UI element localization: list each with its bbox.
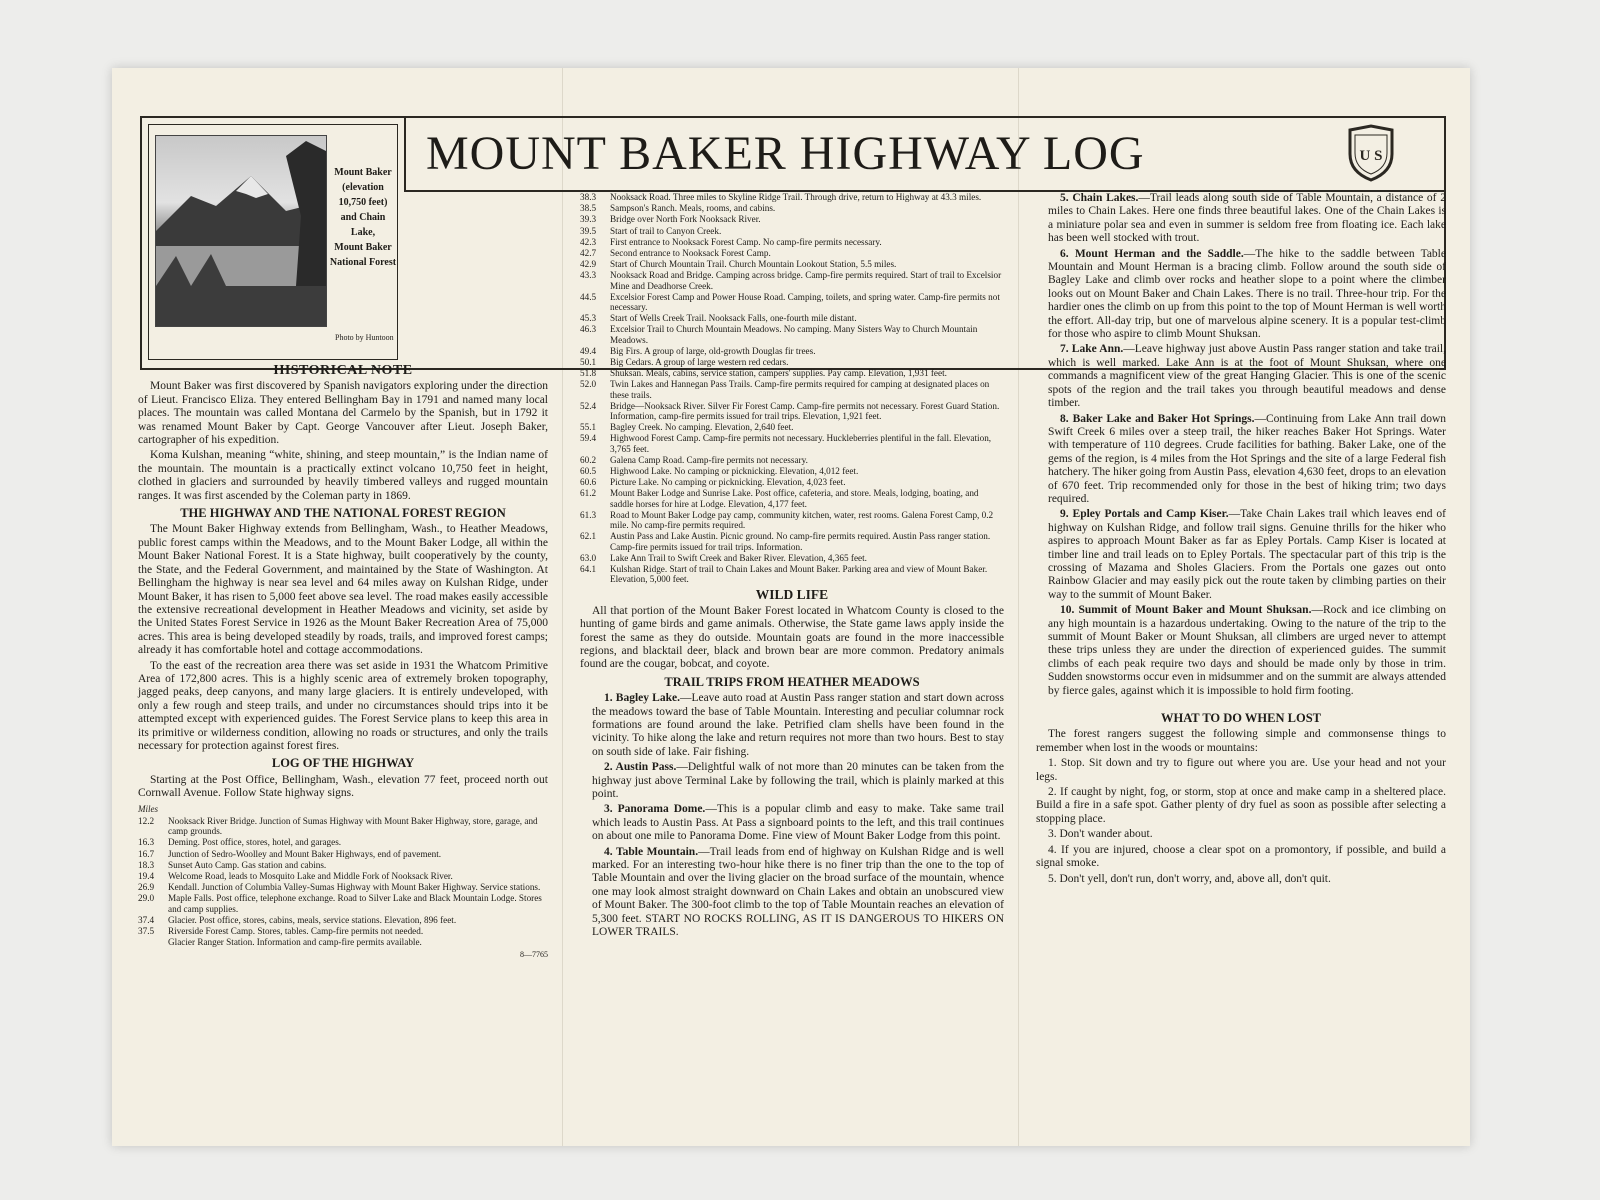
log-entry [138, 816, 548, 836]
log-text: Start of Church Mountain Trail. Church Mountain Lookout Station, 5.5 miles. [610, 259, 897, 270]
log-mile: 16.3 [138, 837, 155, 848]
trip-name: 10. Summit of Mount Baker and Mount Shuksan. [1060, 604, 1312, 617]
trail-trip [1036, 248, 1446, 342]
log-entry [580, 248, 1004, 258]
log-text: Picture Lake. No camping or picknicking. Elevation, 4,023 feet. [610, 477, 846, 488]
log-text: Galena Camp Road. Camp-fire permits not necessary. [610, 454, 808, 465]
trip-text: —Continuing from Lake Ann trail down Swift Creek 6 miles over a steep trail, the hiker reaches Baker Hot Springs. Water with temperature of 110 degrees. Crude facilities for bathing. Baker Lake, one of the gems of the region, is 4 miles from the Hot Springs and the site of a large Federal fish hatchery. The hiker going from Austin Pass, elevation 4,630 feet, drops to an elevation of 670 feet. Trip recommended only for those in the best of hiking trim; two days required. [1048, 412, 1446, 505]
right-column [1036, 192, 1446, 888]
log-text: Mount Baker Lodge and Sunrise Lake. Post office, cafeteria, and store. Meals, lodging, boating, and saddle horses for hire at Lodge. Elevation, 4,177 feet. [610, 488, 979, 509]
log-entry [138, 849, 548, 859]
caption-line: Mount Baker [334, 167, 392, 178]
log-entry [580, 510, 1004, 530]
log-mile: 26.9 [138, 882, 155, 893]
log-text: Lake Ann Trail to Swift Creek and Baker River. Elevation, 4,365 feet. [610, 552, 867, 563]
lost-heading: WHAT TO DO WHEN LOST [1160, 711, 1321, 726]
log-entry [580, 477, 1004, 487]
log-text: Deming. Post office, stores, hotel, and garages. [168, 837, 342, 848]
log-pamphlet [112, 68, 1470, 1146]
log-mile: 39.3 [580, 214, 597, 225]
print-code: 8—7765 [520, 950, 548, 960]
log-entry [580, 346, 1004, 356]
log-text: Big Firs. A group of large, old-growth Douglas fir trees. [610, 345, 816, 356]
log-text: Glacier. Post office, stores, cabins, meals, service stations. Elevation, 896 feet. [168, 914, 457, 925]
trail-trip [580, 846, 1004, 940]
log-intro: Starting at the Post Office, Bellingham, Wash., elevation 77 feet, proceed north out Cornwall Avenue. Follow State highway signs. [138, 773, 548, 800]
trip-name: 9. Epley Portals and Camp Kiser. [1060, 508, 1229, 521]
trip-name: 1. Bagley Lake. [604, 692, 680, 705]
log-mile: 59.4 [580, 433, 597, 444]
log-mile: 46.3 [580, 324, 597, 335]
log-mile: 42.9 [580, 259, 597, 270]
log-entry [580, 455, 1004, 465]
log-mile: 61.3 [580, 509, 597, 520]
log-mile: 37.4 [138, 914, 155, 925]
trail-trip [1036, 192, 1446, 246]
log-mile [138, 937, 168, 947]
log-entry [580, 466, 1004, 476]
log-mile: 42.7 [580, 248, 597, 259]
log-entry [580, 433, 1004, 453]
log-text: Highwood Forest Camp. Camp-fire permits not necessary. Huckleberries plentiful in the fall. Elevation, 3,765 feet. [610, 433, 992, 454]
log-text: Kendall. Junction of Columbia Valley-Sumas Highway with Mount Baker Highway. Service stations. [168, 882, 541, 893]
log-entry [580, 564, 1004, 584]
log-list-left [138, 816, 548, 947]
lost-tip: 1. Stop. Sit down and try to figure out where you are. Use your head and not your legs. [1036, 757, 1446, 783]
log-entry [580, 203, 1004, 213]
wildlife-para: All that portion of the Mount Baker Forest located in Whatcom County is closed to the hunting of game birds and game animals. Otherwise, the State game laws apply inside the forest the same as they do outside. Mountain goats are found in the more inaccessible regions, and blacktail deer, black and brown bear are more common. Predatory animals found are the cougar, bobcat, and coyote. [580, 604, 1004, 671]
log-entry [580, 324, 1004, 344]
log-mile: 60.6 [580, 477, 597, 488]
trip-text: —Delightful walk of not more than 20 minutes can be taken from the highway just above Terminal Lake by following the trail, which is plainly marked at this point. [592, 761, 1004, 800]
log-text: Nooksack Road and Bridge. Camping across bridge. Camp-fire permits required. Start of trail to Excelsior Mine and Deadhorse Creek. [610, 270, 1002, 291]
trail-trip [1036, 343, 1446, 410]
trip-text: —The hike to the saddle between Table Mountain and Mount Herman is a bracing climb. Follow around the south side of Bagley Lake and climb over rocks and heather slope to a point where the climber looks out on Mount Baker and Chain Lakes. There is no trail. Three-hour trip. For the hardier ones the climb on up from this point to the top of Mount Herman is well worth the effort. All-day trip, but one of marvelous alpine scenery. It is a popular test-climb for those who aspire to climb Mount Shuksan. [1048, 247, 1446, 341]
trip-text: —Trail leads from end of highway on Kulshan Ridge and is well marked. For an interesting two-hour hike there is no finer trip than the one to the top of Table Mountain and over the living glacier on the broad surface of the mountain, whence one may look almost straight downward on Chain Lakes and obtain an unobscured view of Mount Baker. The 300-foot climb to the top of Table Mountain reaches an elevation of 5,300 feet. START NO ROCKS ROLLING, AS IT IS DANGEROUS TO HIKERS ON LOWER TRAILS. [592, 845, 1004, 939]
historical-para: Mount Baker was first discovered by Spanish navigators exploring under the direction of Lieut. Francisco Eliza. They entered Bellingham Bay in 1791 and named many local places. The mountain was called Montana del Carmelo by the Spanish, but in 1792 it was renamed Mount Baker by Capt. George Vancouver after Lieut. Joseph Baker, cartographer of his expedition. [138, 380, 548, 447]
log-mile: 43.3 [580, 270, 597, 281]
trail-trip [580, 761, 1004, 801]
log-text: Twin Lakes and Hannegan Pass Trails. Camp-fire permits required for camping at designated places on these trails. [610, 379, 990, 400]
log-heading: LOG OF THE HIGHWAY [271, 756, 415, 771]
trip-name: 8. Baker Lake and Baker Hot Springs. [1060, 412, 1255, 425]
log-list-middle [580, 192, 1004, 584]
log-entry [138, 860, 548, 870]
forest-service-shield-icon [1346, 124, 1396, 182]
log-mile: 55.1 [580, 422, 597, 433]
trail-trip [580, 692, 1004, 759]
trail-trip [580, 803, 1004, 843]
log-text: Sampson's Ranch. Meals, rooms, and cabins. [610, 203, 776, 214]
log-text: Maple Falls. Post office, telephone exchange. Road to Silver Lake and Black Mountain Lodge. Stores and camp supplies. [168, 893, 542, 914]
trips-list-right [1036, 192, 1446, 698]
log-entry [138, 937, 548, 947]
log-text: Highwood Lake. No camping or picknicking. Elevation, 4,012 feet. [610, 466, 859, 477]
lost-tip: 5. Don't yell, don't run, don't worry, and, above all, don't quit. [1048, 872, 1331, 885]
log-text: Riverside Forest Camp. Stores, tables. Camp-fire permits not needed. [168, 926, 424, 937]
log-mile: 52.0 [580, 379, 597, 390]
log-mile: 51.8 [580, 368, 597, 379]
trips-heading: TRAIL TRIPS FROM HEATHER MEADOWS [664, 674, 920, 689]
trip-name: 7. Lake Ann. [1060, 343, 1124, 356]
log-mile: 62.1 [580, 531, 597, 542]
log-entry [580, 214, 1004, 224]
log-mile: 60.5 [580, 466, 597, 477]
log-entry [580, 488, 1004, 508]
lost-tip: 4. If you are injured, choose a clear spot on a promontory, if possible, and build a signal smoke. [1036, 843, 1446, 870]
log-mile: 38.3 [580, 192, 597, 202]
log-text: Nooksack Road. Three miles to Skyline Ridge Trail. Through drive, return to Highway at 43.3 miles. [610, 192, 982, 202]
log-text: Excelsior Trail to Church Mountain Meadows. No camping. Many Sisters Way to Church Mountain Meadows. [610, 324, 978, 345]
historical-para: Koma Kulshan, meaning “white, shining, and steep mountain,” is the Indian name of the mountain. The mountain is a practically extinct volcano 10,750 feet in height, clothed in glaciers and surrounded by heavily timbered valleys and rugged mountain ranges. It was first ascended by the Coleman party in 1869. [138, 449, 548, 502]
log-text: Austin Pass and Lake Austin. Picnic ground. No camp-fire permits required. Austin Pass ranger station. Camp-fire permits issued for trail trips. Information. [610, 531, 991, 552]
log-entry [580, 401, 1004, 421]
trip-name: 5. Chain Lakes. [1060, 192, 1139, 204]
trips-list-middle [580, 692, 1004, 939]
log-mile: 29.0 [138, 893, 155, 904]
log-mile: 38.5 [580, 203, 597, 214]
caption-line: and Chain Lake, [340, 212, 386, 238]
photo-credit: Photo by Huntoon [335, 333, 394, 342]
lost-tip: 3. Don't wander about. [1048, 828, 1153, 841]
log-text: Junction of Sedro-Woolley and Mount Baker Highways, end of pavement. [168, 848, 442, 859]
log-entry [138, 893, 548, 913]
log-text: Road to Mount Baker Lodge pay camp, community kitchen, water, rest rooms. Galena Forest Camp, 0.2 mile. No camp-fire permits required. [610, 509, 994, 531]
log-text: Excelsior Forest Camp and Power House Road. Camping, toilets, and spring water. Camp-fire permits not necessary. [610, 291, 1000, 313]
log-entry [580, 368, 1004, 378]
log-text: Big Cedars. A group of large western red cedars. [610, 357, 789, 368]
trip-text: —Take Chain Lakes trail which leaves end of highway on Kulshan Ridge, and follow trail signs. Genuine thrills for the hiker who aspires to approach Mount Baker as far as Epley Portals. Camp Kiser is located at timber line and trail leads on to Epley Portals. The spectacular part of this trip is the crossing of Mazama and Sholes Glaciers. From the Portals one gazes out onto Rainbow Glacier and may easily pick out the route taken by climbing parties on their way to the summit of Mount Baker. [1048, 508, 1446, 601]
miles-label: Miles [138, 803, 158, 814]
log-text: Bagley Creek. No camping. Elevation, 2,640 feet. [610, 422, 794, 433]
trip-text: —Leave highway just above Austin Pass ranger station and take trail, which is well marked. Lake Ann is at the foot of Mount Shuksan, where one commands a magnificent view of the great Hanging Glacier. This is one of the scenic spots of the region and the trail takes you through beautiful meadows and dense timber. [1048, 343, 1446, 410]
log-text: Second entrance to Nooksack Forest Camp. [610, 248, 771, 259]
lost-intro: The forest rangers suggest the following simple and commonsense things to remember when lost in the woods or mountains: [1036, 728, 1446, 754]
log-text: Start of Wells Creek Trail. Nooksack Falls, one-fourth mile distant. [610, 313, 857, 324]
photo-caption [329, 165, 397, 270]
highway-heading: THE HIGHWAY AND THE NATIONAL FOREST REGION [180, 506, 506, 521]
log-entry [580, 270, 1004, 290]
log-text: Shuksan. Meals, cabins, service station, campers' supplies. Pay camp. Elevation, 1,931 feet. [610, 368, 947, 379]
log-entry [138, 915, 548, 925]
log-text: Glacier Ranger Station. Information and camp-fire permits available. [168, 937, 422, 948]
trip-text: —Rock and ice climbing on any high mountain is a hazardous undertaking. Owing to the nature of the trip to the summit of Mount Baker or Mount Shuksan, all climbers are urged never to attempt these trips unless they are under the direction of experienced guides. The summit climbs of each peak require two days and should be made only by those in trim. Sudden snowstorms occur even in midsummer and on the summit are always attended by fierce gales, against which it is impossible to hold firm footing. [1048, 604, 1446, 697]
log-entry [580, 357, 1004, 367]
lost-list [1036, 757, 1446, 886]
caption-line: Mount Baker [334, 242, 392, 253]
svg-text:U S: U S [1359, 148, 1383, 164]
photo-box [148, 124, 398, 360]
log-mile: 63.0 [580, 552, 597, 563]
log-mile: 39.5 [580, 225, 597, 236]
wildlife-heading: WILD LIFE [755, 587, 829, 603]
log-text: Kulshan Ridge. Start of trail to Chain Lakes and Mount Baker. Parking area and view of Mount Baker. Elevation, 5,000 feet. [610, 563, 988, 585]
page-title: MOUNT BAKER HIGHWAY LOG [426, 127, 1145, 180]
trip-name: 2. Austin Pass. [604, 761, 677, 774]
log-text: Bridge—Nooksack River. Silver Fir Forest Camp. Camp-fire permits not necessary. Forest Guard Station. Information, camp-fire permits issued for trail trips. Elevation, 1,921 feet. [610, 400, 1000, 422]
caption-line: (elevation 10,750 feet) [338, 182, 388, 208]
highway-para: The Mount Baker Highway extends from Bellingham, Wash., to Heather Meadows, public forest camps within the Meadows, and to the Mount Baker Lodge, all within the Mount Baker National Forest. It is a State highway, built cooperatively by the county, the State, and the Federal Government, and maintained by the State of Washington. At Bellingham the highway is near sea level and 64 miles away on Kulshan Ridge, under Mount Baker, it has risen to 5,000 feet above sea level. The road makes easily accessible the extensive recreational development in Heather Meadows and vicinity, set aside by the United States Forest Service in 1926 as the Mount Baker Recreation Area of 75,000 acres. This area is being developed steadily by roads, trails, and improved forest camps; already it has comfortable hotel and cottage accommodations. [138, 523, 548, 657]
log-mile: 49.4 [580, 345, 597, 356]
log-mile: 18.3 [138, 859, 155, 870]
log-text: Sunset Auto Camp. Gas station and cabins. [168, 859, 327, 870]
log-entry [580, 292, 1004, 312]
log-mile: 16.7 [138, 848, 155, 859]
log-text: Nooksack River Bridge. Junction of Sumas Highway with Mount Baker Highway, store, garage, and camp grounds. [168, 816, 538, 837]
log-mile: 52.4 [580, 400, 597, 411]
middle-column [580, 192, 1004, 941]
trail-trip [1036, 604, 1446, 698]
log-mile: 44.5 [580, 291, 597, 302]
log-text: First entrance to Nooksack Forest Camp. No camp-fire permits necessary. [610, 236, 882, 247]
trail-trip [1036, 508, 1446, 602]
trip-text: —Trail leads along south side of Table Mountain, a distance of 2 miles to Chain Lakes. Here one finds three beautiful lakes. One of the Chain Lakes is a miniature polar sea and even in summer is seldom free from floating ice. Each lake has been well stocked with trout. [1048, 192, 1446, 245]
historical-heading: HISTORICAL NOTE [273, 363, 413, 378]
log-entry [580, 192, 1004, 202]
log-entry [138, 837, 548, 847]
log-mile: 61.2 [580, 488, 597, 499]
title-box [404, 118, 1444, 192]
trip-text: —Leave auto road at Austin Pass ranger station and start down across the meadows toward the base of Table Mountain. Interesting and peculiar columnar rock formations are found around the lake. Petrified clam shells have been found in the vicinity. To hike along the lake and return requires not more than two hours. Best to stay on south side of lake. Fair fishing. [592, 692, 1004, 758]
log-mile: 64.1 [580, 563, 597, 574]
left-column [138, 360, 548, 962]
log-entry [580, 259, 1004, 269]
log-text: Start of trail to Canyon Creek. [610, 225, 722, 236]
log-mile: 42.3 [580, 236, 597, 247]
log-entry [580, 226, 1004, 236]
mount-baker-photo [155, 135, 327, 327]
log-entry [138, 926, 548, 936]
log-mile: 37.5 [138, 926, 155, 937]
caption-line: National Forest [329, 257, 397, 268]
trip-name: 6. Mount Herman and the Saddle. [1060, 247, 1244, 260]
trip-text: —This is a popular climb and easy to make. Take same trail which leads to Austin Pass. At Pass a signboard points to the left, and this trail continues on about one mile to Panorama Dome. Fine view of Mount Baker Lodge from this point. [592, 803, 1005, 843]
log-text: Bridge over North Fork Nooksack River. [610, 214, 761, 225]
log-entry [138, 882, 548, 892]
log-entry [580, 531, 1004, 551]
log-entry [138, 871, 548, 881]
log-mile: 12.2 [138, 816, 155, 826]
log-mile: 19.4 [138, 871, 155, 882]
log-mile: 45.3 [580, 313, 597, 324]
log-entry [580, 553, 1004, 563]
trail-trip [1036, 413, 1446, 507]
highway-para: To the east of the recreation area there was set aside in 1931 the Whatcom Primitive Area of 172,800 acres. This is a highly scenic area of extremely broken topography, jagged peaks, deep canyons, and many large glaciers. It is entirely undeveloped, with only a few rough and steep trails, and under no circumstances should trips into it be attempted except with experienced guides. The Forest Service plans to keep this area in its primitive or wilderness condition, allowing no roads or structures, and only the trails necessary for protection against forest fires. [138, 659, 548, 752]
log-text: Welcome Road, leads to Mosquito Lake and Middle Fork of Nooksack River. [168, 871, 453, 882]
log-entry [580, 313, 1004, 323]
log-mile: 50.1 [580, 357, 597, 368]
lost-tip: 2. If caught by night, fog, or storm, stop at once and make camp in a sheltered place. Build a fire in a safe spot. Gather plenty of dry fuel as soon as possible after selecting a stopping place. [1036, 786, 1446, 825]
trip-name: 3. Panorama Dome. [604, 803, 706, 816]
log-entry [580, 379, 1004, 399]
log-entry [580, 237, 1004, 247]
log-mile: 60.2 [580, 454, 597, 465]
log-entry [580, 422, 1004, 432]
trip-name: 4. Table Mountain. [604, 845, 699, 858]
